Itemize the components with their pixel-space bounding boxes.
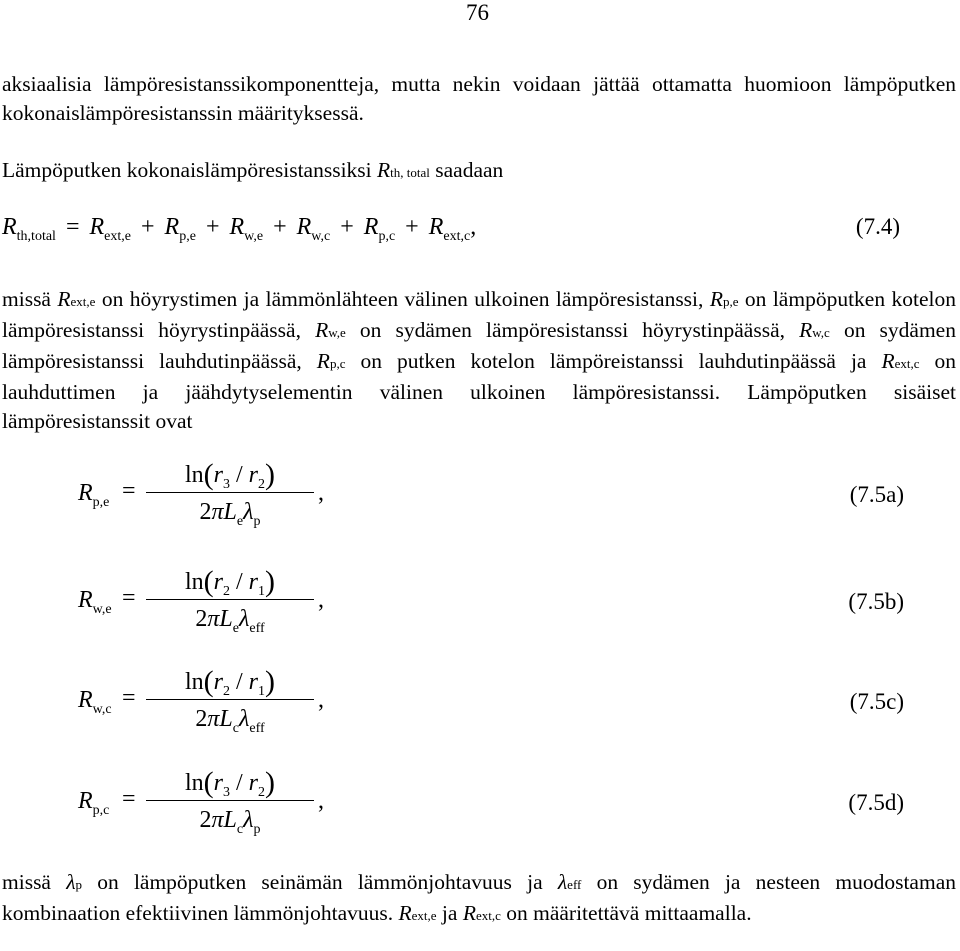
equation-7-5a: $R_{p,e}$ = $\ln(r_3 / r_2)$ $2\pi L_e\lambda_p$ , (7.5a)	[78, 458, 904, 529]
equation-7-5b: $R_{w,e}$ = $\ln(r_2 / r_1)$ $2\pi L_e\lambda_{eff}$ , (7.5b)	[78, 565, 904, 636]
term-subscript: p,c	[378, 229, 396, 244]
equation-7-5c: $R_{w,c}$ = $\ln(r_2 / r_1)$ $2\pi L_c\lambda_{eff}$ , (7.5c)	[78, 665, 904, 736]
radius-index: 2	[223, 584, 230, 599]
term-subscript: ext,c	[443, 229, 471, 244]
text-run: missä	[2, 287, 58, 311]
subscript: w,e	[328, 325, 346, 340]
equation-lhs: $R_{w,e}$	[78, 587, 112, 617]
subscript: ext,e	[70, 294, 96, 309]
lhs-subscript: p,e	[92, 495, 110, 510]
symbol-R: R	[316, 349, 330, 373]
text-run: on putken kotelon lämpöreistanssi lauhdutinpäässä ja	[345, 349, 882, 373]
subscript: eff	[567, 877, 582, 892]
lambda-subscript: p	[253, 514, 261, 529]
page-number: 76	[466, 0, 489, 25]
symbol-R: R	[377, 158, 391, 182]
subscript: th, total	[390, 165, 430, 180]
equation-number: (7.5b)	[848, 589, 904, 614]
denominator: $2\pi L_e\lambda_{eff}$	[195, 606, 265, 636]
numerator: $\ln(r_2 / r_1)$	[184, 665, 276, 699]
numerator: $\ln(r_3 / r_2)$	[184, 458, 276, 492]
fraction-bar	[146, 699, 314, 700]
subscript: ext,c	[894, 356, 920, 371]
radius-index: 2	[223, 684, 230, 699]
text-run: on sydämen lämpöresistanssi lauhdutinpäässä,	[2, 318, 956, 373]
lhs-subscript: w,e	[92, 602, 112, 617]
paragraph-total-resistance	[2, 156, 956, 187]
fraction	[146, 764, 314, 837]
lhs-subscript: w,c	[92, 702, 112, 717]
fraction-bar	[146, 800, 314, 801]
length-subscript: e	[232, 621, 239, 636]
length-subscript: c	[236, 822, 244, 837]
symbol-lambda: λ	[557, 870, 568, 894]
term-subscript: w,c	[311, 229, 331, 244]
symbol-R: R	[462, 901, 476, 925]
symbol-R: R	[315, 318, 329, 342]
lhs-subscript: th,total	[16, 229, 56, 244]
symbol-lambda: λ	[66, 870, 76, 894]
equation-7-5d: $R_{p,c}$ = $\ln(r_3 / r_2)$ $2\pi L_c\lambda_p$ , (7.5d)	[78, 766, 904, 837]
text-run: on määritettävä mittaamalla.	[500, 901, 752, 925]
radius-index: 1	[258, 684, 266, 699]
radius-index: 3	[223, 785, 230, 800]
text-run: on sydämen lämpöresistanssi höyrystinpäässä,	[345, 318, 800, 342]
subscript: w,c	[812, 325, 830, 340]
fraction-bar	[146, 492, 314, 493]
equation-7-4	[2, 214, 956, 248]
text-run: missä	[2, 870, 67, 894]
lambda-subscript: eff	[249, 721, 265, 736]
numerator: $\ln(r_3 / r_2)$	[184, 766, 276, 800]
text-run: on lämpöputken seinämän lämmönjohtavuus ja	[82, 870, 558, 894]
radius-index: 2	[258, 477, 266, 492]
equation-number: (7.5c)	[849, 689, 904, 714]
radius-index: 3	[223, 477, 230, 492]
paragraph-conductivity	[2, 868, 956, 930]
denominator: $2\pi L_c\lambda_p$	[199, 807, 261, 837]
length-subscript: c	[232, 721, 239, 736]
text-run: on höyrystimen ja lämmönlähteen välinen ulkoinen lämpöresistanssi,	[95, 287, 710, 311]
symbol-R: R	[709, 287, 723, 311]
text-run: Lämpöputken kokonaislämpöresistanssiksi	[2, 158, 378, 182]
subscript: ext,e	[411, 908, 437, 923]
subscript: p,e	[722, 294, 739, 309]
equation-lhs: $R_{p,e}$	[78, 480, 110, 510]
denominator: $2\pi L_c\lambda_{eff}$	[195, 706, 265, 736]
equation-number: (7.5d)	[848, 790, 904, 815]
equation-body: $R_{th,total} = R_{ext,e} + R_{p,e} + R_{w,e} + R_{w,c} + R_{p,c} + R_{ext,c}$,	[2, 214, 477, 244]
subscript: ext,c	[475, 908, 501, 923]
lambda-subscript: p	[253, 822, 261, 837]
text-run: saadaan	[429, 158, 504, 182]
radius-index: 1	[258, 584, 266, 599]
subscript: p	[75, 877, 83, 892]
equation-number: (7.4)	[855, 214, 900, 239]
paragraph-definitions	[2, 285, 956, 436]
symbol-R: R	[57, 287, 71, 311]
symbol-R: R	[799, 318, 813, 342]
paragraph-intro: aksiaalisia lämpöresistanssikomponentteja, mutta nekin voidaan jättää ottamatta huomioon lämpöputken kokonaislämpöresistanssin määrityksessä.	[2, 72, 956, 125]
lhs-subscript: p,c	[92, 803, 110, 818]
fraction	[146, 456, 314, 529]
equation-lhs: $R_{p,c}$	[78, 788, 110, 818]
symbol-R: R	[398, 901, 412, 925]
radius-index: 2	[258, 785, 266, 800]
text-run: on lämpöputken kotelon lämpöresistanssi höyrystinpäässä,	[2, 287, 956, 342]
symbol-R: R	[881, 349, 895, 373]
equation-number: (7.5a)	[849, 482, 904, 507]
term-subscript: p,e	[179, 229, 196, 244]
fraction	[146, 563, 314, 636]
term-subscript: w,e	[244, 229, 264, 244]
term-subscript: ext,e	[104, 229, 131, 244]
text-run: ja	[436, 901, 463, 925]
text-run: on lauhduttimen ja jäähdytyselementin välinen ulkoinen lämpöresistanssi. Lämpöputken sisäiset lämpöresistanssit ovat	[2, 349, 956, 433]
length-subscript: e	[236, 514, 244, 529]
equation-lhs: $R_{w,c}$	[78, 687, 112, 717]
denominator: $2\pi L_e\lambda_p$	[199, 499, 261, 529]
subscript: p,c	[329, 356, 346, 371]
text-run: on sydämen ja nesteen muodostaman kombinaation efektiivinen lämmönjohtavuus.	[2, 870, 956, 925]
lambda-subscript: eff	[249, 621, 265, 636]
fraction-bar	[146, 599, 314, 600]
numerator: $\ln(r_2 / r_1)$	[184, 565, 276, 599]
fraction	[146, 663, 314, 736]
